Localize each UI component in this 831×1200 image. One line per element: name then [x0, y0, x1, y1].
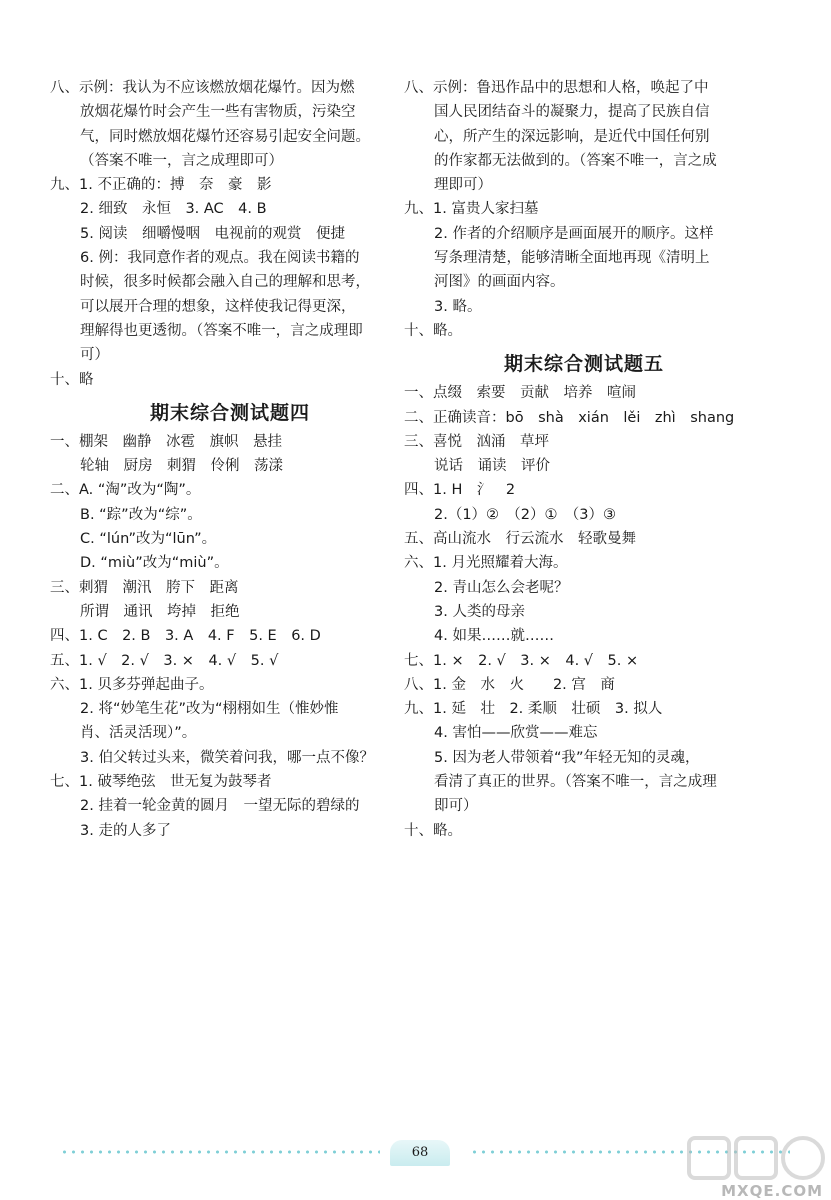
answer-line: 理即可）: [434, 177, 492, 194]
answer-line: 六、1. 月光照耀着大海。: [404, 555, 568, 572]
answer-line: 说话 诵读 评价: [434, 458, 550, 475]
answer-line: 轮轴 厨房 刺猬 伶俐 荡漾: [80, 458, 283, 475]
left-column: [50, 76, 410, 843]
answer-line: 心，所产生的深远影响，是近代中国任何别: [434, 128, 710, 145]
answer-line: C. “lún”改为“lūn”。: [80, 531, 217, 548]
answer-line: 5. 因为老人带领着“我”年轻无知的灵魂，: [434, 749, 700, 766]
answer-line: 九、1. 延 壮 2. 柔顺 壮硕 3. 拟人: [404, 701, 663, 718]
answer-line: 五、高山流水 行云流水 轻歌曼舞: [404, 531, 636, 548]
answer-line: 2. 将“妙笔生花”改为“栩栩如生（惟妙惟: [80, 701, 339, 718]
answer-line: 2. 青山怎么会老呢？: [434, 579, 569, 596]
answer-line: 理解得也更透彻。（答案不唯一，言之成理即: [80, 322, 363, 339]
answer-line: 4. 害怕——欣赏——难忘: [434, 725, 598, 742]
answer-line: 时候，很多时候都会融入自己的理解和思考，: [80, 274, 370, 291]
answer-line: 2. 挂着一轮金黄的圆月 一望无际的碧绿的: [80, 798, 360, 815]
answer-line: 九、1. 不正确的：搏 奈 豪 影: [50, 177, 272, 194]
answer-line: 一、点缀 索要 贡献 培养 喧闹: [404, 385, 636, 402]
answer-line: D. “miù”改为“miù”。: [80, 555, 229, 572]
answer-line: 国人民团结奋斗的凝聚力，提高了民族自信: [434, 104, 710, 121]
answer-line: 四、1. C 2. B 3. A 4. F 5. E 6. D: [50, 628, 321, 645]
answer-line: 六、1. 贝多芬弹起曲子。: [50, 676, 214, 693]
answer-line: 3. 伯父转过头来，微笑着问我，哪一点不像？: [80, 749, 374, 766]
page-footer: [60, 1140, 780, 1170]
answer-line: 九、1. 富贵人家扫墓: [404, 201, 539, 218]
answer-line: 八、1. 金 水 火 2. 宫 商: [404, 676, 615, 693]
footer-dots-left: [60, 1150, 380, 1154]
answer-line: 3. 走的人多了: [80, 822, 171, 839]
right-column: [404, 76, 764, 843]
answer-line: 2. 作者的介绍顺序是画面展开的顺序。这样: [434, 225, 714, 242]
answer-line: 七、1. × 2. √ 3. × 4. √ 5. ×: [404, 652, 639, 669]
answer-line: 放烟花爆竹时会产生一些有害物质，污染空: [80, 104, 356, 121]
section-heading: 期末综合测试题四: [149, 401, 310, 424]
answer-line: 五、1. √ 2. √ 3. × 4. √ 5. √: [50, 652, 279, 669]
answer-line: 2.（1）② （2）① （3）③: [434, 506, 617, 523]
answer-line: 的作家都无法做到的。（答案不唯一，言之成: [434, 152, 717, 169]
answer-line: （答案不唯一，言之成理即可）: [80, 152, 283, 169]
answer-line: B. “踪”改为“综”。: [80, 506, 202, 523]
answer-line: 河图》的画面内容。: [434, 274, 565, 291]
page-number: 68: [390, 1140, 450, 1166]
answer-line: 2. 细致 永恒 3. AC 4. B: [80, 201, 267, 218]
answer-line: 三、喜悦 汹涌 草坪: [404, 433, 549, 450]
watermark-text: MXQE.COM: [721, 1182, 823, 1200]
answer-line: 四、1. H 氵 2: [404, 482, 516, 499]
answer-line: 肖、活灵活现）”。: [80, 725, 197, 742]
answer-line: 十、略。: [404, 322, 462, 339]
answer-line: 5. 阅读 细嚼慢咽 电视前的观赏 便捷: [80, 225, 345, 242]
answer-line: 三、刺猬 潮汛 胯下 距离: [50, 579, 239, 596]
answer-line: 十、略: [50, 371, 94, 388]
answer-line: 3. 略。: [434, 298, 482, 315]
answer-line: 十、略。: [404, 822, 462, 839]
answer-line: 写条理清楚，能够清晰全面地再现《清明上: [434, 250, 710, 267]
answer-line: 八、示例：鲁迅作品中的思想和人格，唤起了中: [404, 80, 709, 96]
answer-line: 七、1. 破琴绝弦 世无复为鼓琴者: [50, 774, 272, 791]
answer-line: 即可）: [434, 798, 478, 815]
answer-line: 6. 例：我同意作者的观点。我在阅读书籍的: [80, 250, 360, 267]
section-heading: 期末综合测试题五: [503, 353, 664, 376]
answer-line: 可以展开合理的想象，这样使我记得更深，: [80, 298, 356, 315]
answer-line: 二、A. “淘”改为“陶”。: [50, 482, 201, 499]
answer-line: 看清了真正的世界。（答案不唯一，言之成理: [434, 774, 717, 791]
answer-line: 气，同时燃放烟花爆竹还容易引起安全问题。: [80, 128, 370, 145]
answer-line: 一、棚架 幽静 冰雹 旗帜 悬挂: [50, 433, 282, 450]
answer-line: 所谓 通讯 垮掉 拒绝: [80, 603, 240, 620]
answer-line: 八、示例：我认为不应该燃放烟花爆竹。因为燃: [50, 80, 355, 96]
answer-line: 4. 如果……就……: [434, 628, 554, 645]
answer-line: 3. 人类的母亲: [434, 603, 525, 620]
answer-line: 可）: [80, 347, 109, 364]
answer-line: 二、正确读音：bō shà xián lěi zhì shang: [404, 409, 735, 426]
